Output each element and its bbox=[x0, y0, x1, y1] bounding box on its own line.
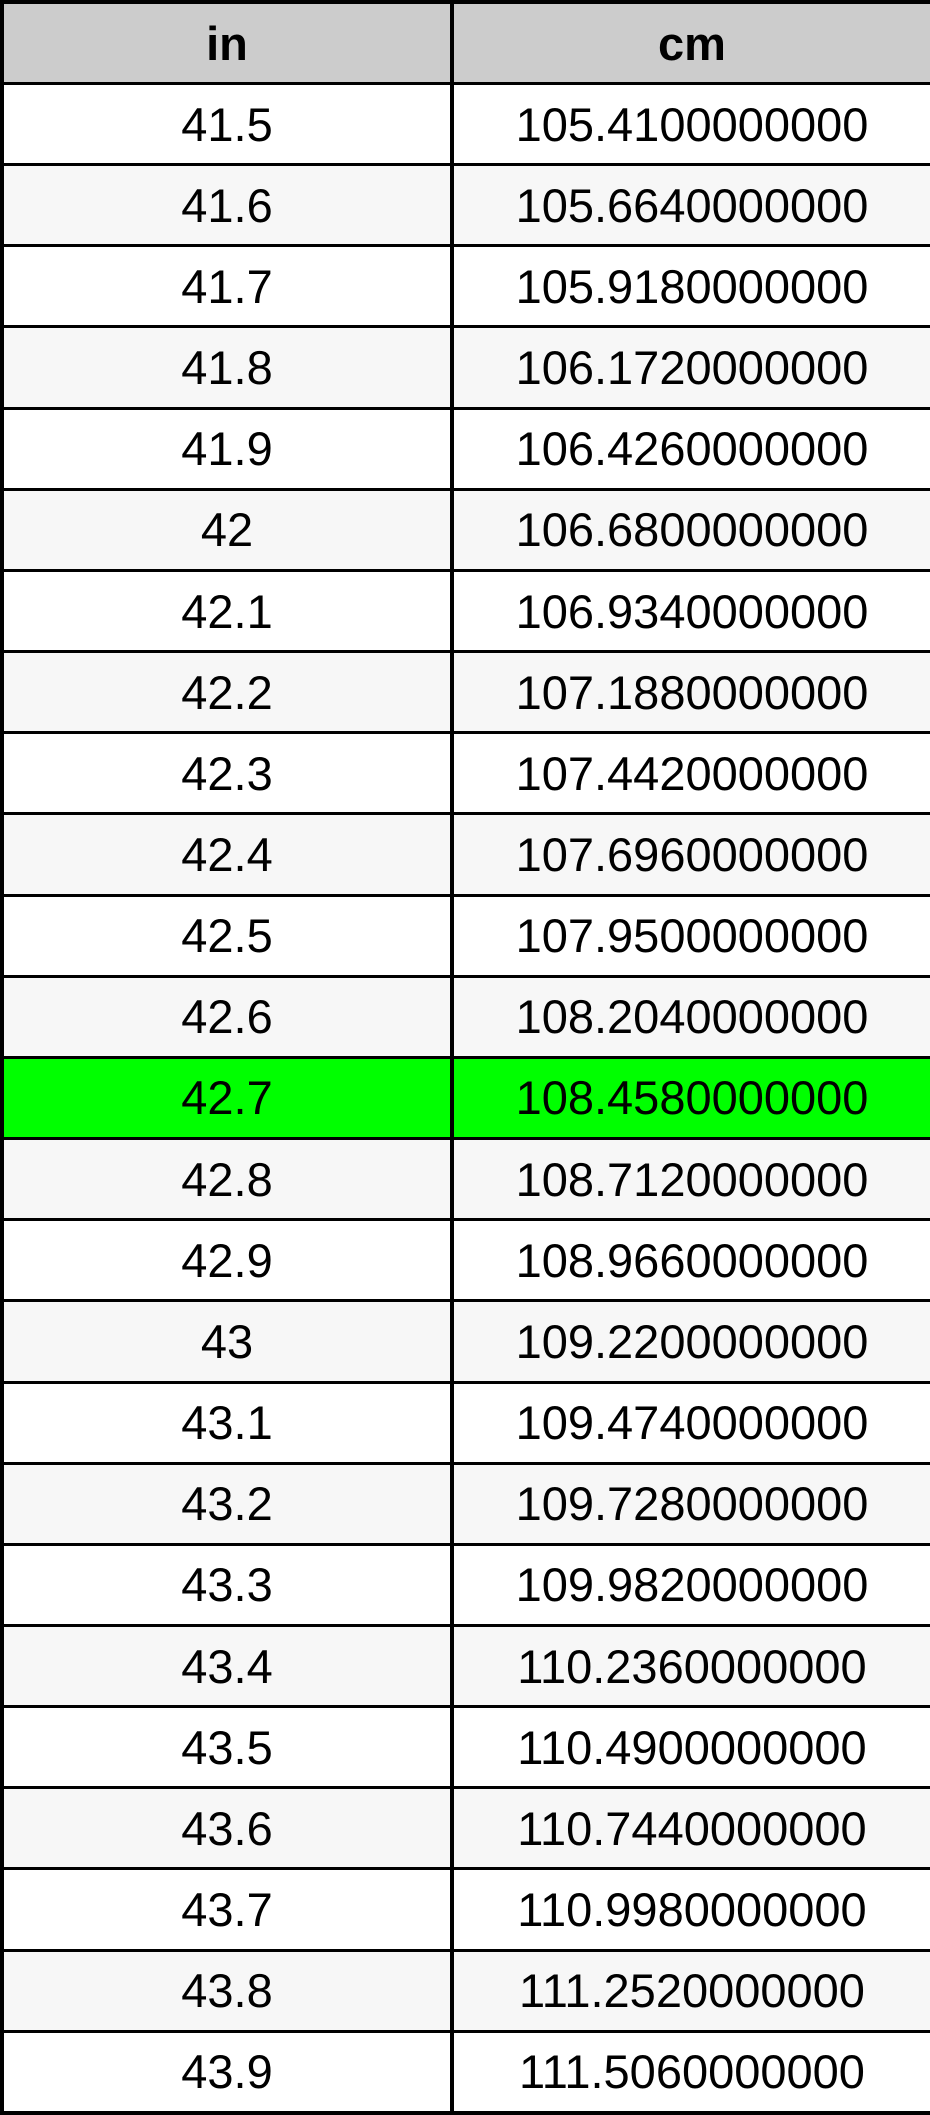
in-cell: 41.7 bbox=[2, 246, 452, 327]
cm-cell: 110.7440000000 bbox=[452, 1788, 930, 1869]
in-cell: 43.1 bbox=[2, 1382, 452, 1463]
table-body bbox=[2, 84, 930, 2114]
table-row-highlighted bbox=[2, 1057, 930, 1138]
cm-cell: 107.6960000000 bbox=[452, 814, 930, 895]
cm-cell: 108.9660000000 bbox=[452, 1220, 930, 1301]
in-cell: 43.3 bbox=[2, 1544, 452, 1625]
table-row bbox=[2, 1463, 930, 1544]
cm-cell: 106.1720000000 bbox=[452, 327, 930, 408]
table-row bbox=[2, 1625, 930, 1706]
table-row bbox=[2, 1707, 930, 1788]
table-row bbox=[2, 246, 930, 327]
cm-cell: 107.9500000000 bbox=[452, 895, 930, 976]
table-row bbox=[2, 895, 930, 976]
cm-cell: 108.4580000000 bbox=[452, 1057, 930, 1138]
in-cell: 43.8 bbox=[2, 1950, 452, 2031]
in-cell: 43 bbox=[2, 1301, 452, 1382]
table-row bbox=[2, 165, 930, 246]
table-row bbox=[2, 1788, 930, 1869]
in-cell: 42 bbox=[2, 489, 452, 570]
in-cell: 42.1 bbox=[2, 570, 452, 651]
cm-cell: 105.9180000000 bbox=[452, 246, 930, 327]
cm-cell: 106.9340000000 bbox=[452, 570, 930, 651]
header-cell-in: in bbox=[2, 2, 452, 84]
in-cell: 41.5 bbox=[2, 84, 452, 165]
table-row bbox=[2, 1301, 930, 1382]
in-cell: 42.4 bbox=[2, 814, 452, 895]
table-row bbox=[2, 327, 930, 408]
cm-cell: 111.5060000000 bbox=[452, 2031, 930, 2113]
in-cell: 43.6 bbox=[2, 1788, 452, 1869]
in-cell: 42.5 bbox=[2, 895, 452, 976]
table-row bbox=[2, 1220, 930, 1301]
table-row bbox=[2, 408, 930, 489]
cm-cell: 110.2360000000 bbox=[452, 1625, 930, 1706]
in-cell: 42.2 bbox=[2, 652, 452, 733]
table-row bbox=[2, 1382, 930, 1463]
table-row bbox=[2, 489, 930, 570]
cm-cell: 105.6640000000 bbox=[452, 165, 930, 246]
table-row bbox=[2, 976, 930, 1057]
in-cell: 43.2 bbox=[2, 1463, 452, 1544]
cm-cell: 106.6800000000 bbox=[452, 489, 930, 570]
cm-cell: 107.4420000000 bbox=[452, 733, 930, 814]
cm-cell: 109.4740000000 bbox=[452, 1382, 930, 1463]
header-row bbox=[2, 2, 930, 84]
table-row bbox=[2, 84, 930, 165]
in-cell: 41.6 bbox=[2, 165, 452, 246]
table-row bbox=[2, 1950, 930, 2031]
in-cell: 42.9 bbox=[2, 1220, 452, 1301]
table-row bbox=[2, 2031, 930, 2113]
cm-cell: 105.4100000000 bbox=[452, 84, 930, 165]
table-row bbox=[2, 1869, 930, 1950]
in-cell: 42.7 bbox=[2, 1057, 452, 1138]
cm-cell: 109.2200000000 bbox=[452, 1301, 930, 1382]
table-row bbox=[2, 1139, 930, 1220]
in-cell: 43.4 bbox=[2, 1625, 452, 1706]
header-cell-cm: cm bbox=[452, 2, 930, 84]
in-cell: 42.6 bbox=[2, 976, 452, 1057]
table-row bbox=[2, 733, 930, 814]
cm-cell: 110.4900000000 bbox=[452, 1707, 930, 1788]
in-cell: 43.5 bbox=[2, 1707, 452, 1788]
cm-cell: 108.2040000000 bbox=[452, 976, 930, 1057]
table-row bbox=[2, 1544, 930, 1625]
table-row bbox=[2, 814, 930, 895]
cm-cell: 107.1880000000 bbox=[452, 652, 930, 733]
in-cell: 43.9 bbox=[2, 2031, 452, 2113]
in-cell: 42.8 bbox=[2, 1139, 452, 1220]
in-cell: 41.9 bbox=[2, 408, 452, 489]
in-cell: 41.8 bbox=[2, 327, 452, 408]
in-cell: 42.3 bbox=[2, 733, 452, 814]
cm-cell: 109.7280000000 bbox=[452, 1463, 930, 1544]
table-row bbox=[2, 652, 930, 733]
cm-cell: 109.9820000000 bbox=[452, 1544, 930, 1625]
table-row bbox=[2, 570, 930, 651]
cm-cell: 110.9980000000 bbox=[452, 1869, 930, 1950]
cm-cell: 106.4260000000 bbox=[452, 408, 930, 489]
cm-cell: 111.2520000000 bbox=[452, 1950, 930, 2031]
in-cell: 43.7 bbox=[2, 1869, 452, 1950]
cm-cell: 108.7120000000 bbox=[452, 1139, 930, 1220]
